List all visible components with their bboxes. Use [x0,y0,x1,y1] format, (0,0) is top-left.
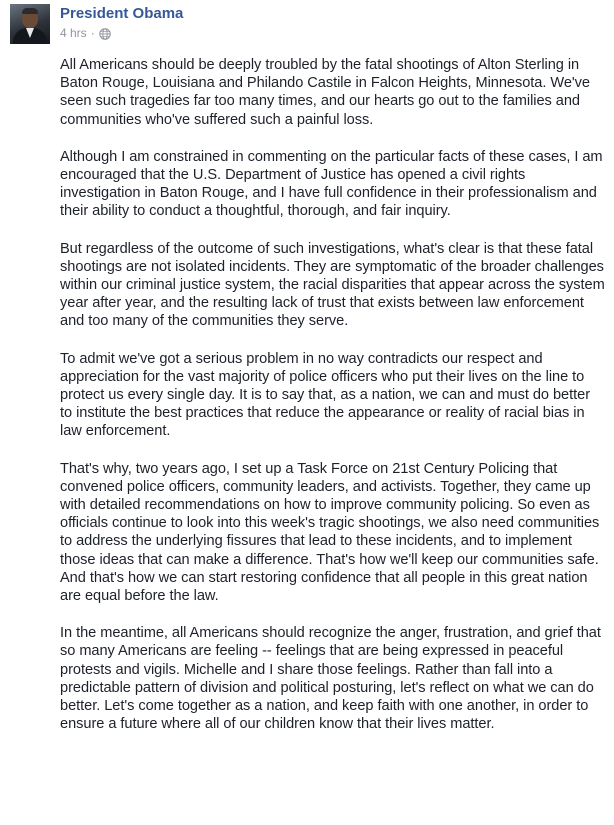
separator-dot: · [90,26,95,40]
post-paragraph-4: To admit we've got a serious problem in no way contradicts our respect and appreciation for the vast majority of police officers who put their lives on the line to protect us every single day. It is to say that, as a nation, we can and must do better to institute the best practices that reduce the appearance or reality of racial bias in law enforcement. [60,350,591,440]
avatar[interactable] [10,4,50,44]
author-name-link[interactable]: President Obama [60,5,184,22]
post-paragraph-6: In the meantime, all Americans should recognize the anger, frustration, and grief that so many Americans are feeling -- feelings that are being expressed in peaceful protests and vigils. Michelle and I share those feelings. Rather than fall into a predictable pattern of division and political posturing, let's reflect on what we can do better. Let's come together as a nation, and keep faith with one another, in order to ensure a future where all of our children know that their lives matter. [60,625,601,733]
post-paragraph-5: That's why, two years ago, I set up a Task Force on 21st Century Policing that convened police officers, community leaders, and activists. Together, they came up with detailed recommendations on how to improve community policing. So even as officials continue to look into this week's tragic shootings, we also need communities to address the underlying fissures that lead to these incidents, and to implement those ideas that can make a difference. That's how we'll keep our communities safe. And that's how we can start restoring confidence that all people in this great nation are equal before the law. [60,460,600,605]
post-subline [60,25,183,41]
post-paragraph-3: But regardless of the outcome of such investigations, what's clear is that these fatal shootings are not isolated incidents. They are symptomatic of the broader challenges within our criminal justice system, the racial disparities that appear across the system year after year, and the resulting lack of trust that exists between law enforcement and too many of the communities they serve. [60,240,605,330]
post-header [10,2,183,46]
post-paragraph-1: All Americans should be deeply troubled by the fatal shootings of Alton Sterling in Baton Rouge, Louisiana and Philando Castile in Falcon Heights, Minnesota. We've seen such tragedies far too many times, and our hearts go out to the families and communities who've suffered such a painful loss. [60,57,590,128]
avatar-hair [22,8,38,14]
post-body [60,56,606,734]
globe-icon[interactable] [99,25,111,41]
timestamp-link[interactable]: 4 hrs [60,26,87,40]
post-paragraph-2: Although I am constrained in commenting on the particular facts of these cases, I am encouraged that the U.S. Department of Justice has opened a civil rights investigation in Baton Rouge, and I have full confidence in their professionalism and their ability to conduct a thoughtful, thorough, and fair inquiry. [60,148,603,220]
post-meta [60,4,183,41]
